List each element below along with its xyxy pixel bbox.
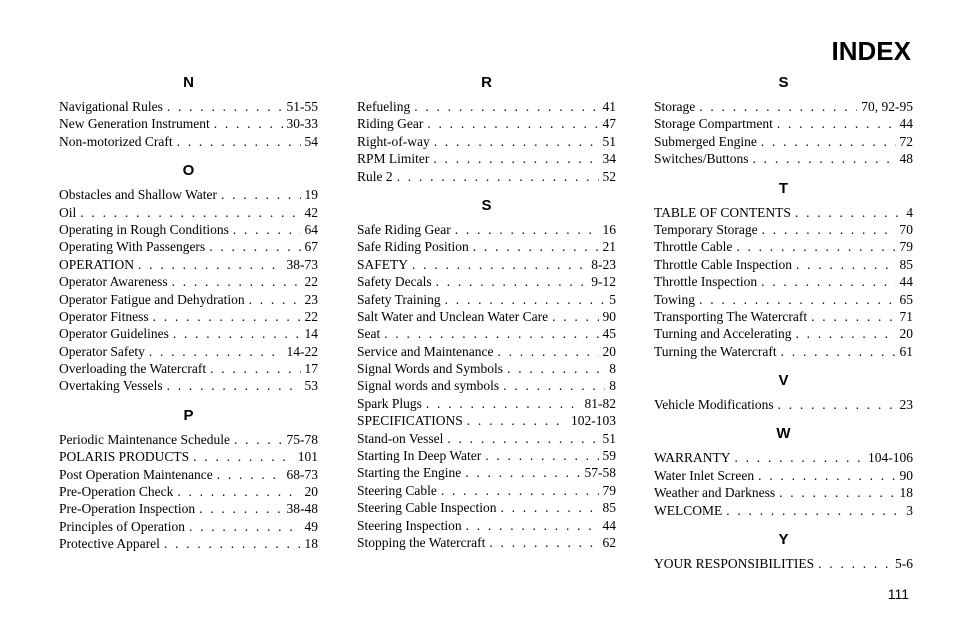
dot-leader — [412, 256, 587, 273]
entry-label: Service and Maintenance — [357, 343, 494, 359]
entry-label: Operating in Rough Conditions — [59, 221, 229, 237]
entry-label: Right-of-way — [357, 133, 430, 149]
dot-leader — [500, 499, 598, 516]
entry-label: Steering Inspection — [357, 517, 462, 533]
dot-leader — [193, 448, 294, 465]
entry-label: Steering Cable Inspection — [357, 500, 497, 516]
entry-page: 51 — [602, 133, 616, 149]
dot-leader — [467, 412, 567, 429]
entry-page: 8 — [609, 378, 616, 394]
dot-leader — [779, 484, 895, 501]
index-entry — [357, 343, 616, 360]
entry-list — [59, 431, 318, 553]
entry-page: 67 — [304, 239, 318, 255]
entry-list — [654, 204, 913, 361]
entry-label: Signal Words and Symbols — [357, 361, 504, 377]
dot-leader — [199, 500, 282, 517]
entry-label: YOUR RESPONSIBILITIES — [654, 556, 815, 572]
dot-leader — [753, 150, 896, 167]
entry-page: 8 — [609, 361, 616, 377]
entry-label: Transporting The Watercraft — [654, 308, 808, 324]
entry-label: Safety Training — [357, 291, 441, 307]
entry-page: 47 — [602, 116, 616, 132]
entry-label: Overloading the Watercraft — [59, 361, 207, 377]
entry-page: 62 — [602, 534, 616, 550]
index-section — [357, 72, 616, 185]
index-entry — [654, 555, 913, 572]
section-letter: S — [778, 74, 789, 91]
entry-label: Throttle Cable — [654, 239, 733, 255]
entry-list — [59, 98, 318, 150]
entry-page: 71 — [899, 308, 913, 324]
index-entry — [654, 343, 913, 360]
entry-page: 30-33 — [286, 116, 318, 132]
dot-leader — [507, 360, 605, 377]
index-entry — [59, 325, 318, 342]
entry-label: Turning and Accelerating — [654, 326, 792, 342]
index-section — [654, 72, 913, 168]
entry-label: RPM Limiter — [357, 151, 430, 167]
dot-leader — [209, 238, 300, 255]
entry-page: 101 — [297, 449, 318, 465]
entry-page: 85 — [899, 256, 913, 272]
dot-leader — [234, 431, 283, 448]
entry-label: Spark Plugs — [357, 395, 422, 411]
dot-leader — [795, 204, 902, 221]
index-entry — [357, 395, 616, 412]
index-entry — [357, 273, 616, 290]
dot-leader — [818, 555, 891, 572]
dot-leader — [466, 517, 599, 534]
entry-label: Steering Cable — [357, 482, 437, 498]
entry-page: 8-23 — [591, 256, 616, 272]
entry-label: Refueling — [357, 99, 411, 114]
dot-leader — [177, 483, 300, 500]
dot-leader — [214, 115, 283, 132]
dot-leader — [434, 133, 599, 150]
dot-leader — [761, 273, 895, 290]
section-letter: W — [776, 425, 791, 443]
index-entry — [357, 150, 616, 167]
index-entry — [59, 483, 318, 500]
entry-label: Throttle Cable Inspection — [654, 256, 792, 272]
dot-leader — [497, 343, 598, 360]
dot-leader — [189, 518, 301, 535]
entry-page: 54 — [304, 133, 318, 149]
entry-label: Operating With Passengers — [59, 239, 206, 255]
index-section — [654, 529, 913, 572]
dot-leader — [781, 343, 896, 360]
entry-label: Pre-Operation Check — [59, 484, 174, 500]
entry-page: 72 — [899, 133, 913, 149]
entry-list — [654, 555, 913, 572]
entry-page: 70, 92-95 — [861, 99, 913, 114]
entry-list — [654, 98, 913, 168]
entry-label: New Generation Instrument — [59, 116, 210, 132]
entry-label: Oil — [59, 204, 77, 220]
index-entry — [357, 308, 616, 325]
index-entry — [357, 98, 616, 115]
index-column-3 — [654, 72, 913, 582]
entry-label: Operator Safety — [59, 343, 145, 359]
dot-leader — [761, 133, 896, 150]
entry-page: 79 — [899, 239, 913, 255]
index-entry — [654, 396, 913, 413]
index-section — [654, 423, 913, 519]
entry-label: Protective Apparel — [59, 536, 160, 552]
entry-label: Post Operation Maintenance — [59, 466, 213, 482]
entry-page: 42 — [304, 204, 318, 220]
entry-label: Principles of Operation — [59, 518, 185, 534]
index-entry — [654, 467, 913, 484]
dot-leader — [503, 377, 605, 394]
dot-leader — [796, 256, 896, 273]
entry-page: 18 — [304, 536, 318, 552]
index-entry — [59, 186, 318, 203]
dot-leader — [384, 325, 598, 342]
entry-page: 64 — [304, 221, 318, 237]
entry-page: 53 — [304, 378, 318, 394]
entry-label: Temporary Storage — [654, 221, 758, 237]
entry-page: 23 — [899, 397, 913, 413]
entry-page: 90 — [602, 308, 616, 324]
index-entry — [654, 256, 913, 273]
entry-list — [357, 98, 616, 185]
dot-leader — [249, 291, 301, 308]
dot-leader — [455, 221, 599, 238]
index-section — [654, 178, 913, 361]
dot-leader — [811, 308, 895, 325]
dot-leader — [465, 464, 580, 481]
index-entry — [357, 464, 616, 481]
entry-label: Safe Riding Position — [357, 239, 469, 255]
entry-page: 102-103 — [571, 413, 616, 429]
index-entry — [357, 517, 616, 534]
entry-page: 16 — [602, 221, 616, 237]
dot-leader — [735, 449, 865, 466]
entry-label: Vehicle Modifications — [654, 397, 774, 413]
entry-page: 4 — [906, 204, 913, 220]
index-entry — [59, 466, 318, 483]
entry-label: Overtaking Vessels — [59, 378, 163, 394]
index-entry — [654, 115, 913, 132]
entry-page: 22 — [304, 308, 318, 324]
entry-page: 38-48 — [286, 501, 318, 517]
section-letter: Y — [778, 531, 789, 549]
entry-label: Storage — [654, 99, 696, 114]
entry-label: TABLE OF CONTENTS — [654, 204, 791, 220]
dot-leader — [149, 343, 283, 360]
index-entry — [654, 221, 913, 238]
index-entry — [654, 502, 913, 519]
dot-leader — [736, 238, 895, 255]
entry-page: 14-22 — [286, 343, 318, 359]
entry-list — [357, 221, 616, 551]
entry-page: 51-55 — [286, 99, 318, 114]
dot-leader — [441, 482, 599, 499]
entry-label: Operator Guidelines — [59, 326, 169, 342]
dot-leader — [473, 238, 599, 255]
dot-leader — [426, 395, 581, 412]
section-letter: T — [778, 179, 789, 197]
index-entry — [654, 150, 913, 167]
index-section — [357, 195, 616, 551]
entry-page: 68-73 — [286, 466, 318, 482]
index-entry — [357, 377, 616, 394]
entry-page: 70 — [899, 221, 913, 237]
index-entry — [357, 447, 616, 464]
entry-label: Safety Decals — [357, 274, 432, 290]
dot-leader — [726, 502, 902, 519]
entry-page: 5-6 — [895, 556, 913, 572]
index-entry — [357, 325, 616, 342]
entry-label: POLARIS PRODUCTS — [59, 449, 190, 465]
dot-leader — [210, 360, 300, 377]
entry-label: Seat — [357, 326, 381, 342]
index-entry — [59, 256, 318, 273]
entry-page: 38-73 — [286, 256, 318, 272]
entry-page: 52 — [602, 168, 616, 184]
entry-page: 49 — [304, 518, 318, 534]
entry-label: Starting In Deep Water — [357, 448, 482, 464]
page-title: INDEX — [831, 36, 911, 66]
entry-page: 20 — [899, 326, 913, 342]
entry-label: Safe Riding Gear — [357, 221, 451, 237]
entry-page: 34 — [602, 151, 616, 167]
entry-page: 48 — [899, 151, 913, 167]
dot-leader — [433, 150, 598, 167]
index-entry — [654, 204, 913, 221]
section-letter: P — [183, 406, 194, 424]
entry-label: Stopping the Watercraft — [357, 534, 486, 550]
entry-label: Weather and Darkness — [654, 485, 776, 501]
section-letter: S — [481, 196, 492, 214]
entry-label: Submerged Engine — [654, 133, 757, 149]
entry-label: OPERATION — [59, 256, 135, 272]
index-entry — [59, 500, 318, 517]
page-number: 111 — [887, 586, 909, 602]
index-section — [59, 405, 318, 553]
index-section — [654, 370, 913, 413]
dot-leader — [138, 256, 282, 273]
entry-page: 51 — [602, 430, 616, 446]
index-entry — [654, 98, 913, 115]
entry-label: SPECIFICATIONS — [357, 413, 463, 429]
index-entry — [357, 430, 616, 447]
index-entry — [654, 325, 913, 342]
entry-page: 75-78 — [286, 431, 318, 447]
index-entry — [59, 291, 318, 308]
index-entry — [59, 238, 318, 255]
index-entry — [59, 343, 318, 360]
entry-page: 59 — [602, 448, 616, 464]
index-entry — [59, 273, 318, 290]
entry-page: 17 — [304, 361, 318, 377]
index-section — [59, 160, 318, 395]
entry-label: Throttle Inspection — [654, 274, 758, 290]
entry-page: 21 — [602, 239, 616, 255]
entry-list — [654, 449, 913, 519]
index-entry — [357, 168, 616, 185]
index-entry — [654, 133, 913, 150]
entry-label: Switches/Buttons — [654, 151, 749, 167]
dot-leader — [80, 204, 300, 221]
index-column-2 — [357, 72, 616, 561]
entry-page: 44 — [899, 116, 913, 132]
section-letter: R — [481, 74, 492, 91]
entry-page: 23 — [304, 291, 318, 307]
index-entry — [654, 449, 913, 466]
index-entry — [59, 360, 318, 377]
entry-label: Water Inlet Screen — [654, 467, 755, 483]
entry-label: Signal words and symbols — [357, 378, 500, 394]
dot-leader — [762, 221, 896, 238]
index-section — [59, 72, 318, 150]
entry-label: Storage Compartment — [654, 116, 773, 132]
index-entry — [357, 256, 616, 273]
dot-leader — [777, 115, 896, 132]
index-entry — [357, 499, 616, 516]
index-entry — [59, 98, 318, 115]
entry-label: Salt Water and Unclean Water Care — [357, 308, 549, 324]
dot-leader — [167, 98, 283, 115]
section-letter: N — [183, 74, 194, 91]
entry-label: Pre-Operation Inspection — [59, 501, 196, 517]
dot-leader — [552, 308, 598, 325]
section-letter: O — [182, 162, 195, 180]
dot-leader — [445, 291, 606, 308]
index-entry — [59, 448, 318, 465]
entry-label: Operator Awareness — [59, 274, 168, 290]
entry-page: 61 — [899, 343, 913, 359]
dot-leader — [778, 396, 896, 413]
entry-page: 20 — [304, 484, 318, 500]
entry-page: 22 — [304, 274, 318, 290]
index-entry — [59, 133, 318, 150]
index-entry — [59, 518, 318, 535]
dot-leader — [699, 291, 895, 308]
entry-label: Stand-on Vessel — [357, 430, 444, 446]
entry-label: Towing — [654, 291, 696, 307]
index-column-1 — [59, 72, 318, 563]
index-entry — [59, 431, 318, 448]
index-entry — [357, 238, 616, 255]
entry-label: Turning the Watercraft — [654, 343, 777, 359]
dot-leader — [397, 168, 599, 185]
entry-page: 104-106 — [868, 450, 913, 466]
entry-page: 5 — [609, 291, 616, 307]
dot-leader — [489, 534, 598, 551]
entry-label: Obstacles and Shallow Water — [59, 187, 217, 203]
dot-leader — [153, 308, 301, 325]
entry-page: 44 — [602, 517, 616, 533]
index-entry — [654, 484, 913, 501]
index-entry — [357, 482, 616, 499]
entry-page: 57-58 — [584, 465, 616, 481]
entry-page: 79 — [602, 482, 616, 498]
entry-page: 90 — [899, 467, 913, 483]
index-entry — [59, 221, 318, 238]
entry-page: 14 — [304, 326, 318, 342]
index-entry — [357, 360, 616, 377]
entry-list — [59, 186, 318, 395]
entry-label: Starting the Engine — [357, 465, 462, 481]
index-entry — [357, 221, 616, 238]
index-entry — [59, 115, 318, 132]
dot-leader — [447, 430, 598, 447]
entry-label: WELCOME — [654, 502, 723, 518]
entry-page: 18 — [899, 485, 913, 501]
index-entry — [654, 273, 913, 290]
index-entry — [59, 377, 318, 394]
index-entry — [357, 291, 616, 308]
entry-page: 85 — [602, 500, 616, 516]
index-entry — [357, 534, 616, 551]
entry-label: Navigational Rules — [59, 99, 163, 114]
dot-leader — [167, 377, 301, 394]
dot-leader — [427, 115, 598, 132]
dot-leader — [436, 273, 588, 290]
entry-label: Periodic Maintenance Schedule — [59, 431, 230, 447]
section-letter: V — [778, 372, 789, 390]
entry-label: Operator Fitness — [59, 308, 149, 324]
dot-leader — [485, 447, 598, 464]
entry-label: WARRANTY — [654, 450, 731, 466]
index-entry — [357, 115, 616, 132]
index-entry — [654, 291, 913, 308]
dot-leader — [233, 221, 301, 238]
entry-page: 9-12 — [591, 274, 616, 290]
entry-page: 44 — [899, 274, 913, 290]
dot-leader — [177, 133, 301, 150]
entry-page: 41 — [602, 99, 616, 114]
entry-page: 20 — [602, 343, 616, 359]
index-entry — [59, 308, 318, 325]
dot-leader — [699, 98, 857, 115]
dot-leader — [173, 325, 301, 342]
dot-leader — [164, 535, 301, 552]
entry-page: 65 — [899, 291, 913, 307]
dot-leader — [795, 325, 895, 342]
entry-page: 19 — [304, 187, 318, 203]
dot-leader — [172, 273, 301, 290]
index-entry — [654, 308, 913, 325]
index-entry — [59, 204, 318, 221]
dot-leader — [221, 186, 301, 203]
index-entry — [654, 238, 913, 255]
dot-leader — [414, 98, 598, 115]
entry-list — [654, 396, 913, 413]
dot-leader — [758, 467, 895, 484]
entry-page: 3 — [906, 502, 913, 518]
entry-label: Operator Fatigue and Dehydration — [59, 291, 245, 307]
entry-label: SAFETY — [357, 256, 409, 272]
index-entry — [59, 535, 318, 552]
entry-page: 45 — [602, 326, 616, 342]
index-entry — [357, 133, 616, 150]
dot-leader — [217, 466, 283, 483]
entry-page: 81-82 — [584, 395, 616, 411]
entry-label: Rule 2 — [357, 168, 393, 184]
entry-label: Riding Gear — [357, 116, 424, 132]
entry-label: Non-motorized Craft — [59, 133, 173, 149]
index-entry — [357, 412, 616, 429]
